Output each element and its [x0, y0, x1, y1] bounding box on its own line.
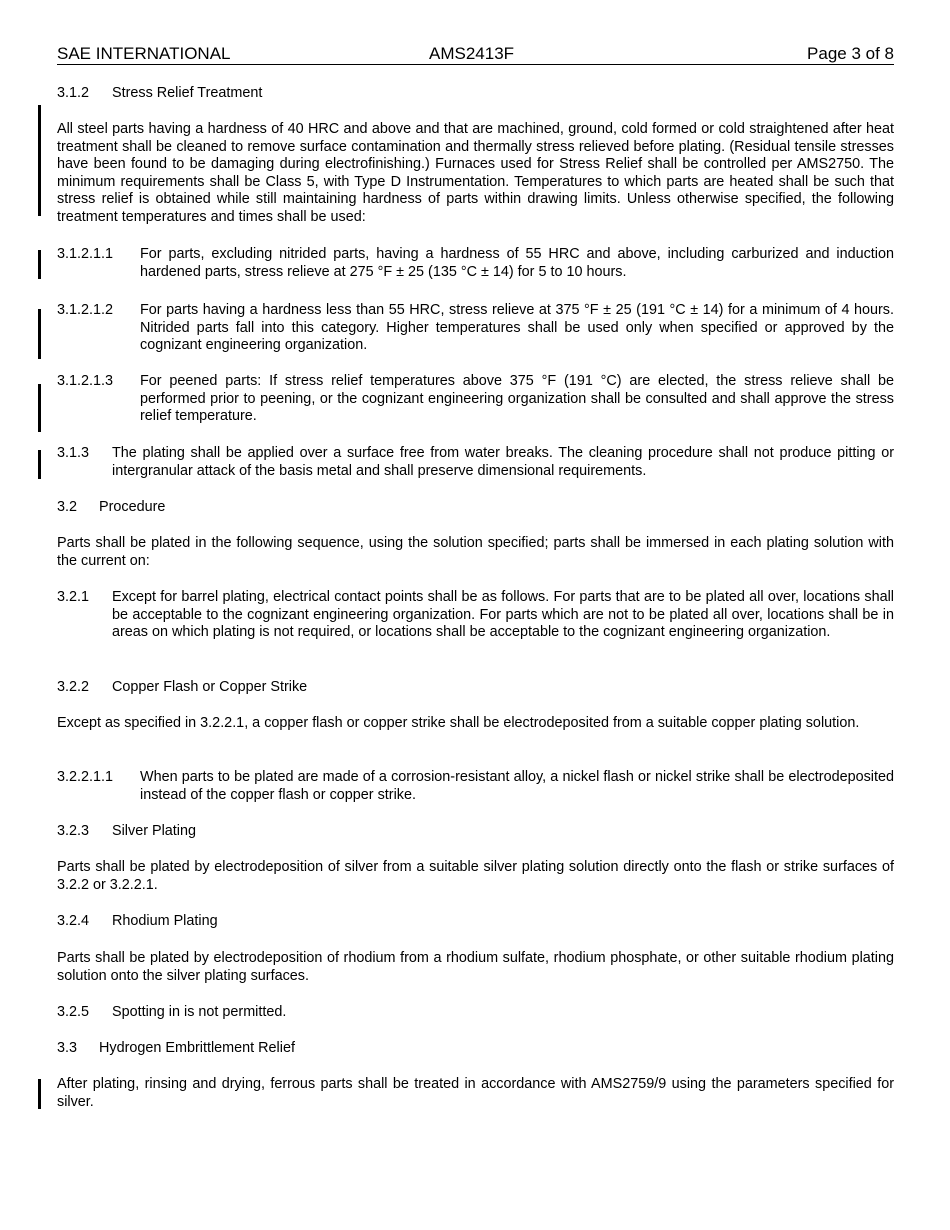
- change-bar: [38, 250, 41, 279]
- section-number: 3.2.4: [57, 913, 90, 929]
- subsection-item: [57, 246, 894, 282]
- subsection-item: [57, 373, 894, 427]
- section-title: Silver Plating: [112, 823, 196, 839]
- section-title: Hydrogen Embrittlement Relief: [99, 1040, 295, 1056]
- subsection-item: [57, 445, 894, 481]
- section-body: After plating, rinsing and drying, ferrous parts shall be treated in accordance with AMS2759/9 using the parameters specified for silver.: [57, 1076, 894, 1110]
- section-number: 3.2.2: [57, 679, 90, 695]
- subsection-item: [57, 589, 894, 661]
- change-bar: [38, 1079, 41, 1109]
- section-number: 3.2.3: [57, 823, 90, 839]
- section-heading: [57, 499, 165, 517]
- section-body: Parts shall be plated by electrodeposition of silver from a suitable silver plating solution directly onto the flash or strike surfaces of 3.2.2 or 3.2.2.1.: [57, 859, 894, 893]
- section-text: For parts having a hardness less than 55 HRC, stress relieve at 375 °F ± 25 (191 °C ± 14) for a minimum of 4 hours. Nitrided parts fall into this category. Higher temperatures shall be used only when specified or approved by the cognizant engineering organization.: [140, 302, 894, 354]
- section-number: 3.1.2.1.3: [57, 373, 114, 389]
- section-body: Except as specified in 3.2.2.1, a copper flash or copper strike shall be electrodeposited from a suitable copper plating solution.: [57, 715, 860, 731]
- subsection-item: [57, 769, 894, 805]
- section-heading: [57, 913, 218, 931]
- section-title: Stress Relief Treatment: [112, 85, 263, 101]
- section-heading: [57, 823, 196, 841]
- section-number: 3.1.2.1.2: [57, 302, 114, 318]
- section-body: All steel parts having a hardness of 40 HRC and above and that are machined, ground, cold formed or cold straightened after heat treatment shall be cleaned to remove surface contamination and thermally stress relieved before plating. (Residual tensile stresses have been found to be damaging during electrofinishing.) Furnaces used for Stress Relief shall be controlled per AMS2750. The minimum requirements shall be Class 5, with Type D Instrumentation. Temperatures to which parts are heated shall be such that stress relief is obtained while still maintaining hardness of parts within drawing limits. Unless otherwise specified, the following treatment temperatures and times shall be used:: [57, 121, 894, 225]
- section-number: 3.1.2: [57, 85, 90, 101]
- section-title: Copper Flash or Copper Strike: [112, 679, 308, 695]
- section-body: Parts shall be plated by electrodeposition of rhodium from a rhodium sulfate, rhodium phosphate, or other suitable rhodium plating solution onto the silver plating surfaces.: [57, 950, 894, 984]
- section-number: 3.2.5: [57, 1004, 90, 1020]
- section-body: Parts shall be plated in the following sequence, using the solution specified; parts shall be immersed in each plating solution with the current on:: [57, 535, 894, 569]
- section-title: Procedure: [99, 499, 166, 515]
- section-number: 3.2.2.1.1: [57, 769, 114, 785]
- subsection-item: [57, 302, 894, 356]
- section-text: When parts to be plated are made of a corrosion-resistant alloy, a nickel flash or nickel strike shall be electrodeposited instead of the copper flash or copper strike.: [140, 769, 894, 803]
- change-bar: [38, 105, 41, 216]
- section-text: The plating shall be applied over a surface free from water breaks. The cleaning procedure shall not produce pitting or intergranular attack of the basis metal and shall preserve dimensional requirements.: [112, 445, 894, 479]
- section-title: Rhodium Plating: [112, 913, 218, 929]
- section-number: 3.3: [57, 1040, 78, 1056]
- section-text: Except for barrel plating, electrical contact points shall be as follows. For parts that are to be plated all over, locations shall be acceptable to the cognizant engineering organization. For parts which are not to be plated all over, locations shall be in areas on which plating is not required, or locations shall be acceptable to the cognizant engineering organization.: [112, 589, 894, 641]
- section-heading: [57, 679, 307, 697]
- section-number: 3.2: [57, 499, 78, 515]
- change-bar: [38, 309, 41, 359]
- page-header: [57, 44, 894, 65]
- section-number: 3.2.1: [57, 589, 90, 605]
- page-number: Page 3 of 8: [807, 44, 894, 63]
- org-name: SAE INTERNATIONAL: [57, 44, 231, 63]
- section-number: 3.1.2.1.1: [57, 246, 114, 262]
- section-text: For peened parts: If stress relief temperatures above 375 °F (191 °C) are elected, the stress relieve shall be performed prior to peening, or the cognizant engineering organization shall be consulted and shall approve the stress relief temperature.: [140, 373, 894, 425]
- section-heading: [57, 1004, 286, 1022]
- doc-number: AMS2413F: [429, 44, 515, 63]
- section-heading: [57, 1040, 295, 1058]
- section-number: 3.1.3: [57, 445, 90, 461]
- change-bar: [38, 450, 41, 479]
- change-bar: [38, 384, 41, 432]
- section-heading: [57, 85, 262, 103]
- section-text: For parts, excluding nitrided parts, having a hardness of 55 HRC and above, including carburized and induction hardened parts, stress relieve at 275 °F ± 25 (135 °C ± 14) for 5 to 10 hours.: [140, 246, 894, 280]
- section-title: Spotting in is not permitted.: [112, 1004, 287, 1020]
